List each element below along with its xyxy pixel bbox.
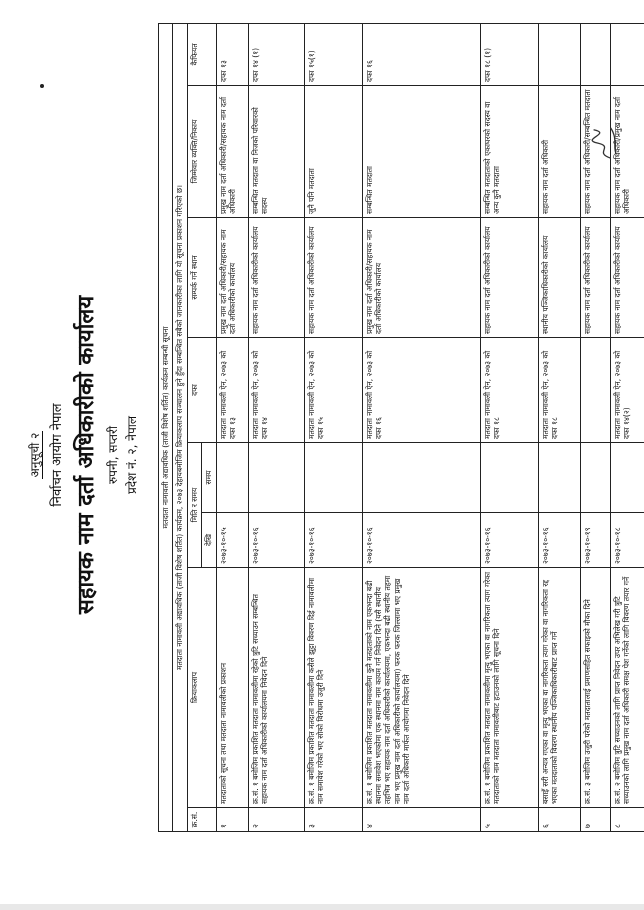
header-rule: दफा	[187, 338, 216, 443]
row-date: २०७३-१०-१६	[538, 513, 580, 568]
row-activity: क्र.सं. २ बमोजिम त्रुटि सच्याउनको लागि प्राप्त निवेदन उपर अभिलेख गरी त्रुटि सच्याउनको लागि प्रमुख नाम दर्ता अधिकारी समक्ष पेश गर्नेको लागि विवरण तयार गर्ने	[610, 568, 644, 808]
province-line: प्रदेश नं. २, नेपाल	[125, 415, 139, 495]
row-activity: मतदाताको सूचना तथा मतदाता नामावलीको प्रकाशन	[216, 568, 248, 808]
row-responsible: सहायक नाम दर्ता अधिकारी/प्रमुख नाम दर्ता अधिकारी	[610, 86, 644, 218]
row-rule: मतदाता नामावली ऐन, २०७३ को दफा १८	[480, 338, 538, 443]
row-remarks	[538, 23, 580, 85]
table-row	[480, 23, 538, 831]
row-rule: मतदाता नामावली ऐन, २०७३ को दफा १४(२)	[610, 338, 644, 443]
row-responsible: सम्बन्धित मतदाताको एकाघरको सदस्य वा अन्य कुनै मतदाता	[480, 86, 538, 218]
header-time: समय	[202, 443, 216, 513]
header-datetime: मिति र समय	[187, 443, 201, 568]
header-activity: क्रियाकलाप	[187, 568, 216, 808]
row-rule: मतदाता नामावली ऐन, २०७३ को दफा १४	[248, 338, 304, 443]
row-activity: बसाइँ सरी अन्यत्र गएका वा मृत्यु भएका वा नागरिकता त्याग गरेका वा नागरिकता रद्द भएका मतदाताको विवरण स्थानीय पञ्जिकाधिकारीबाट प्राप्त गर्ने	[538, 568, 580, 808]
row-date: २०७३-१०-१६	[362, 513, 480, 568]
row-responsible: प्रमुख नाम दर्ता अधिकारी/सहायक नाम दर्ता अधिकारी	[216, 86, 248, 218]
row-date: २०७३-१०-१९	[580, 513, 610, 568]
row-rule: मतदाता नामावली ऐन, २०७३ को दफा १५	[304, 338, 362, 443]
row-sn: १	[216, 808, 248, 832]
row-place: स्थानीय पञ्जिकाधिकारीको कार्यालय	[538, 218, 580, 338]
row-remarks: दफा १८ (१)	[480, 23, 538, 85]
table-header-row	[187, 23, 201, 831]
header-responsible: जिम्मेवार व्यक्ति/निकाय	[187, 86, 216, 218]
row-place: सहायक नाम दर्ता अधिकारीको कार्यालय	[610, 218, 644, 338]
row-activity: क्र.सं. १ बमोजिम प्रकाशित मतदाता नामावलीमा मृत्यु भएका वा नागरिकता त्याग गरेका मतदाताको नाम मतदाता नामावलीबाट हटाउनको लागि सूचना दिने	[480, 568, 538, 808]
row-place: सहायक नाम दर्ता अधिकारीको कार्यालय	[304, 218, 362, 338]
table-row	[304, 23, 362, 831]
row-activity: क्र.सं. ३ बमोजिम उजुरी परेको मतदातालाई प्रमाणसहित सफाइको मौका दिने	[580, 568, 610, 808]
row-date: २०७३-१०-१६	[480, 513, 538, 568]
row-time	[216, 443, 248, 513]
row-time	[248, 443, 304, 513]
row-date: २०७३-१०-१८	[610, 513, 644, 568]
table-row	[216, 23, 248, 831]
row-place: प्रमुख नाम दर्ता अधिकारी/सहायक नाम दर्ता अधिकारीको कार्यालय	[216, 218, 248, 338]
row-date: २०७३-१०-१५	[216, 513, 248, 568]
header-date: देखि	[202, 513, 216, 568]
row-activity: क्र.सं. १ बमोजिम प्रकाशित मतदाता नामावलीमा रहेको त्रुटि सच्याउन सम्बन्धित सहायक नाम दर्ता अधिकारीको कार्यालयमा निवेदन दिने	[248, 568, 304, 808]
row-remarks: दफा १३	[216, 23, 248, 85]
row-remarks	[580, 23, 610, 85]
table-body	[216, 23, 644, 831]
row-time	[580, 443, 610, 513]
row-rule: मतदाता नामावली ऐन, २०७३ को दफा १८	[538, 338, 580, 443]
row-time	[538, 443, 580, 513]
row-sn: ३	[304, 808, 362, 832]
table-row	[248, 23, 304, 831]
row-place: सहायक नाम दर्ता अधिकारीको कार्यालय	[480, 218, 538, 338]
row-sn: ८	[610, 808, 644, 832]
row-time	[304, 443, 362, 513]
row-place: सहायक नाम दर्ता अधिकारीको कार्यालय	[580, 218, 610, 338]
row-rule: मतदाता नामावली ऐन, २०७३ को दफा १६	[362, 338, 480, 443]
row-activity: क्र.सं. १ बमोजिम प्रकाशित मतदाता नामावलीमा कसैले झुट्टा विवरण दिई नामावलीमा नाम समावेश गरेको भए सोको विरोधमा उजुरी दिने	[304, 568, 362, 808]
office-title: सहायक नाम दर्ता अधिकारीको कार्यालय	[74, 295, 99, 615]
row-rule: मतदाता नामावली ऐन, २०७३ को दफा १३	[216, 338, 248, 443]
header-remarks: कैफियत	[187, 23, 216, 85]
row-time	[610, 443, 644, 513]
signature-mark	[586, 124, 622, 162]
row-activity: क्र.सं. १ बमोजिम प्रकाशित मतदाता नामावलीमा कुनै मतदाताको नाम एकभन्दा बढी स्थानमा समावेश भएकोमा एक स्थानमा नाम कायम गर्न निवेदन दिने (यसै स्थानीय तहभित्र भए सहायक नाम दर्ता अधिकारीको कार्यालयमा, एकभन्दा बढी स्थानीय तहमा नाम भए प्रमुख नाम दर्ता अधिकारीको कार्यालयमा) फरक फरक जिल्लामा भए प्रमुख नाम दर्ता अधिकारी मार्फत आयोगमा निवेदन दिने	[362, 568, 480, 808]
row-sn: ४	[362, 808, 480, 832]
schedule-table	[158, 23, 644, 832]
table-row	[538, 23, 580, 831]
row-date: २०७३-१०-१६	[248, 513, 304, 568]
row-sn: ६	[538, 808, 580, 832]
table-row	[362, 23, 480, 831]
table-title: मतदाता नामावली अद्यावधिक (ताजी विशेष शर्तित) कार्यक्रम सम्बन्धी सूचना	[159, 23, 173, 831]
row-responsible: जुनै पनि मतदाता	[304, 86, 362, 218]
row-time	[362, 443, 480, 513]
table-subtitle: मतदाता नामावली अद्यावधिक (ताजी विशेष शर्तित) कार्यक्रम, २०७३ देहायबमोजिम क्रियाकलाप सञ्चालन हुने हुँदा सम्बन्धित सबैको जानकारीका लागि यो सूचना प्रकाशन गरिएको छ।	[173, 23, 187, 831]
row-remarks	[610, 23, 644, 85]
row-sn: ५	[480, 808, 538, 832]
row-place: सहायक नाम दर्ता अधिकारीको कार्यालय	[248, 218, 304, 338]
row-sn: २	[248, 808, 304, 832]
district-line: रुपनी, सप्तरी	[106, 425, 120, 485]
row-remarks: दफा १४ (१)	[248, 23, 304, 85]
row-sn: ७	[580, 808, 610, 832]
row-place: प्रमुख नाम दर्ता अधिकारी/सहायक नाम दर्ता अधिकारीको कार्यालय	[362, 218, 480, 338]
header-sn: क्र.सं.	[187, 808, 216, 832]
row-rule	[580, 338, 610, 443]
row-responsible: सम्बन्धित मतदाता वा निजको परिवारको सदस्य	[248, 86, 304, 218]
row-remarks: दफा १५(१)	[304, 23, 362, 85]
row-remarks: दफा १६	[362, 23, 480, 85]
annex-label: अनुसूची २	[28, 432, 42, 478]
row-date: २०७३-१०-१६	[304, 513, 362, 568]
row-responsible: सहायक नाम दर्ता अधिकारी	[538, 86, 580, 218]
organization-name: निर्वाचन आयोग नेपाल	[50, 403, 65, 507]
row-responsible: सहायक नाम दर्ता अधिकारी/सम्बन्धित मतदाता	[580, 86, 610, 218]
header-place: सम्पर्क गर्ने स्थान	[187, 218, 216, 338]
row-time	[480, 443, 538, 513]
row-responsible: सम्बन्धित मतदाता	[362, 86, 480, 218]
